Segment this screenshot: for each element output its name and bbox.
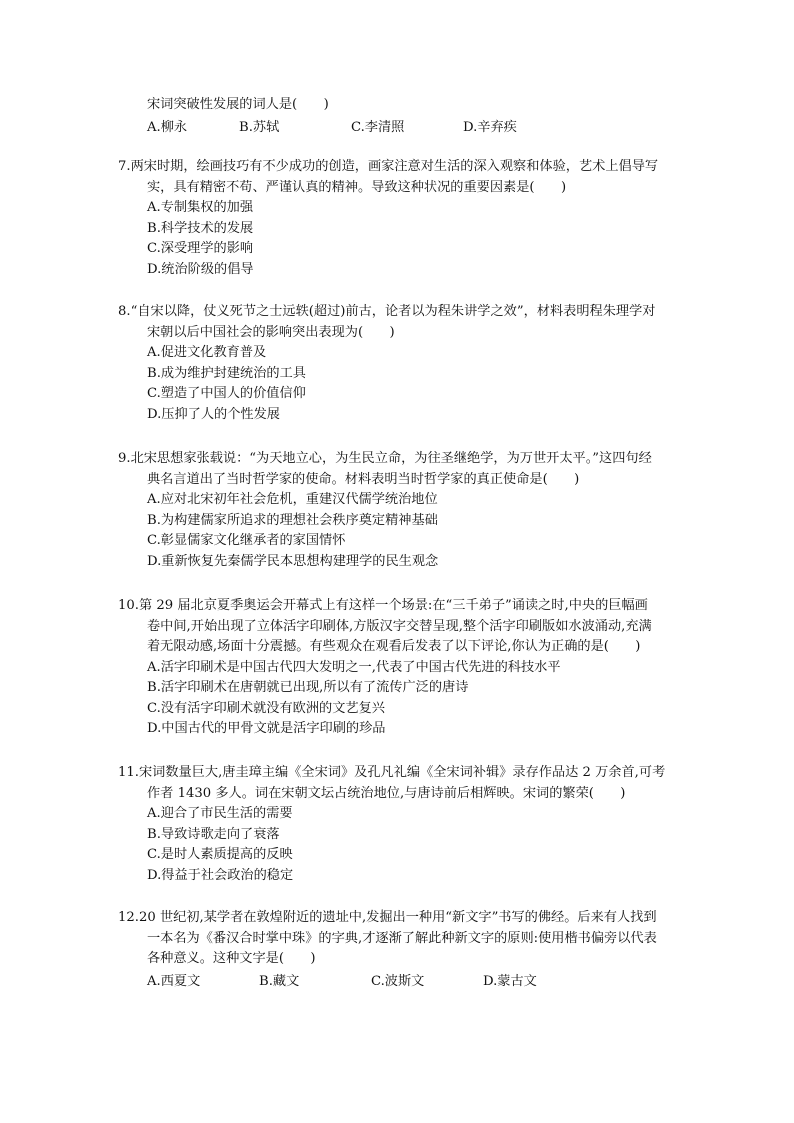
option-c: C.深受理学的影响 bbox=[147, 241, 254, 256]
option-a: A.专制集权的加强 bbox=[147, 200, 254, 215]
option-a: A.应对北宋初年社会危机，重建汉代儒学统治地位 bbox=[147, 492, 438, 507]
question-9-stem-line-2: 典名言道出了当时哲学家的使命。材料表明当时哲学家的真正使命是( ) bbox=[147, 471, 580, 487]
question-12-options bbox=[118, 970, 708, 989]
question-9-stem-line-1: 9.北宋思想家张载说：“为天地立心，为生民立命，为往圣继绝学，为万世开太平。”这四句经 bbox=[118, 451, 652, 466]
question-9 bbox=[118, 449, 708, 572]
option-b: B.活字印刷术在唐朝就已出现,所以有了流传广泛的唐诗 bbox=[147, 680, 469, 695]
option-c: C.是时人素质提高的反映 bbox=[147, 847, 293, 862]
question-11-stem-line-2: 作者 1430 多人。词在宋朝文坛占统治地位,与唐诗前后相辉映。宋词的繁荣( ) bbox=[147, 785, 626, 801]
option-a: A.西夏文 bbox=[147, 973, 201, 989]
question-6-options bbox=[118, 116, 708, 135]
option-c: C.彰显儒家文化继承者的家国情怀 bbox=[147, 533, 346, 548]
option-a: A.促进文化教育普及 bbox=[147, 345, 267, 360]
option-b: B.藏文 bbox=[259, 973, 300, 989]
option-a: A.活字印刷术是中国古代四大发明之一,代表了中国古代先进的科技水平 bbox=[147, 659, 561, 675]
option-a: A.迎合了市民生活的需要 bbox=[147, 806, 293, 821]
question-10-stem-line-2: 卷中间,开始出现了立体活字印刷体,方版汉字交替呈现,整个活字印刷版如水波涌动,充满 bbox=[147, 618, 652, 634]
question-8-stem-line-2: 宋朝以后中国社会的影响突出表现为( ) bbox=[147, 324, 395, 340]
option-b: B.科学技术的发展 bbox=[147, 220, 254, 236]
option-d: D.重新恢复先秦儒学民本思想构建理学的民生观念 bbox=[147, 553, 439, 569]
question-10-stem-line-1: 10.第 29 届北京夏季奥运会开幕式上有这样一个场景:在“三千弟子”诵读之时,中央的巨幅画 bbox=[118, 598, 648, 613]
option-b: B.苏轼 bbox=[239, 119, 280, 135]
option-b: B.成为维护封建统治的工具 bbox=[147, 365, 306, 381]
question-12 bbox=[118, 908, 708, 989]
option-b: B.为构建儒家所追求的理想社会秩序奠定精神基础 bbox=[147, 512, 438, 528]
option-d: D.得益于社会政治的稳定 bbox=[147, 867, 294, 883]
question-6 bbox=[118, 95, 708, 135]
option-b: B.导致诗歌走向了衰落 bbox=[147, 826, 280, 842]
option-c: C.塑造了中国人的价值信仰 bbox=[147, 386, 306, 401]
question-11-stem-line-1: 11.宋词数量巨大,唐圭璋主编《全宋词》及孔凡礼编《全宋词补辑》录存作品达 2 万余首,可考 bbox=[118, 765, 666, 780]
question-6-stem: 宋词突破性发展的词人是( ) bbox=[147, 97, 329, 112]
question-7 bbox=[118, 157, 708, 280]
option-c: C.没有活字印刷术就没有欧洲的文艺复兴 bbox=[147, 700, 385, 716]
option-d: D.压抑了人的个性发展 bbox=[147, 406, 280, 422]
option-c: C.波斯文 bbox=[371, 973, 425, 989]
question-12-stem-line-2: 一本名为《番汉合时掌中珠》的字典,才逐渐了解此种新文字的原则:使用楷书偏旁以代表 bbox=[147, 930, 657, 946]
option-d: D.蒙古文 bbox=[483, 973, 537, 989]
question-10 bbox=[118, 596, 708, 740]
option-d: D.统治阶级的倡导 bbox=[147, 261, 254, 277]
option-d: D.中国古代的甲骨文就是活字印刷的珍品 bbox=[147, 721, 386, 736]
option-a: A.柳永 bbox=[147, 119, 188, 135]
option-c: C.李清照 bbox=[351, 119, 405, 135]
question-8-stem-line-1: 8.“自宋以降，仗义死节之士远轶(超过)前古，论者以为程朱讲学之效”，材料表明程朱理学对 bbox=[118, 304, 656, 319]
question-7-stem-line-2: 实，具有精密不苟、严谨认真的精神。导致这种状况的重要因素是( ) bbox=[147, 179, 567, 195]
question-8 bbox=[118, 302, 708, 425]
question-10-stem-line-3: 着无限动感,场面十分震撼。有些观众在观看后发表了以下评论,你认为正确的是( ) bbox=[147, 639, 641, 654]
question-11 bbox=[118, 763, 708, 886]
question-7-stem-line-1: 7.两宋时期，绘画技巧有不少成功的创造，画家注意对生活的深入观察和体验，艺术上倡导写 bbox=[118, 159, 659, 174]
question-12-stem-line-1: 12.20 世纪初,某学者在敦煌附近的遗址中,发掘出一种用“新文字”书写的佛经。后来有人找到 bbox=[118, 910, 657, 925]
option-d: D.辛弃疾 bbox=[463, 119, 517, 135]
question-12-stem-line-3: 各种意义。这种文字是( ) bbox=[147, 951, 316, 966]
